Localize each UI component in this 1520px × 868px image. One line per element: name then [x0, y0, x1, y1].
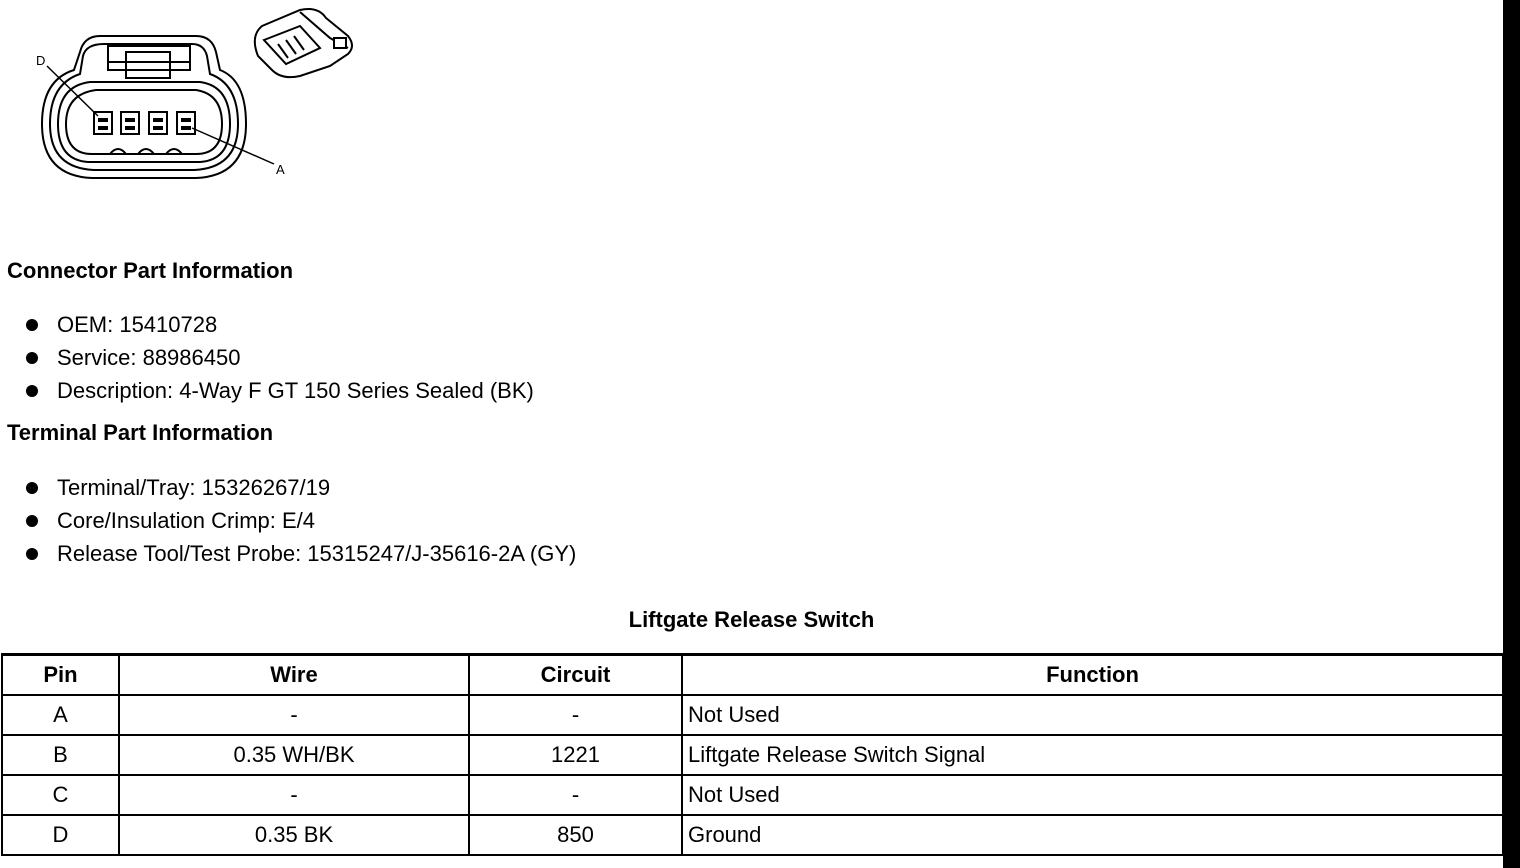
cell-function: Not Used [682, 775, 1503, 815]
cell-wire: - [119, 775, 469, 815]
header-circuit: Circuit [469, 655, 682, 696]
connector-part-info-heading: Connector Part Information [7, 258, 294, 283]
cell-function: Ground [682, 815, 1503, 855]
bullet-icon [26, 385, 38, 397]
table-caption: Liftgate Release Switch [628, 607, 875, 632]
cell-function: Not Used [682, 695, 1503, 735]
table-row [2, 695, 1503, 735]
header-function: Function [682, 655, 1503, 696]
connector-service-text: Service: 88986450 [57, 345, 241, 370]
table-header-row [2, 655, 1503, 696]
table-row [2, 735, 1503, 775]
bullet-icon [26, 319, 38, 331]
bullet-icon [26, 548, 38, 560]
connector-diagram [0, 0, 380, 200]
connector-oem-text: OEM: 15410728 [57, 312, 218, 337]
cell-circuit: - [469, 695, 682, 735]
terminal-part-info-heading: Terminal Part Information [7, 420, 274, 445]
bullet-icon [26, 352, 38, 364]
connector-thumbnail [255, 9, 352, 77]
connector-description-text: Description: 4-Way F GT 150 Series Sealed (BK) [57, 378, 534, 403]
cell-circuit: 850 [469, 815, 682, 855]
cell-pin: D [2, 815, 119, 855]
pin-label-a: A [276, 162, 285, 177]
pinout-table [1, 653, 1504, 856]
header-wire: Wire [119, 655, 469, 696]
cell-wire: 0.35 WH/BK [119, 735, 469, 775]
bullet-icon [26, 515, 38, 527]
cell-wire: 0.35 BK [119, 815, 469, 855]
cell-function: Liftgate Release Switch Signal [682, 735, 1503, 775]
cell-pin: C [2, 775, 119, 815]
cell-wire: - [119, 695, 469, 735]
page-edge-bar [1503, 0, 1520, 868]
pin-label-d: D [36, 53, 46, 68]
bullet-icon [26, 482, 38, 494]
terminal-tray-text: Terminal/Tray: 15326267/19 [57, 475, 331, 500]
release-tool-text: Release Tool/Test Probe: 15315247/J-35616-2A (GY) [57, 541, 577, 566]
cell-circuit: - [469, 775, 682, 815]
table-row [2, 815, 1503, 855]
crimp-text: Core/Insulation Crimp: E/4 [57, 508, 315, 533]
cell-pin: A [2, 695, 119, 735]
cell-pin: B [2, 735, 119, 775]
cell-circuit: 1221 [469, 735, 682, 775]
header-pin: Pin [2, 655, 119, 696]
table-row [2, 775, 1503, 815]
